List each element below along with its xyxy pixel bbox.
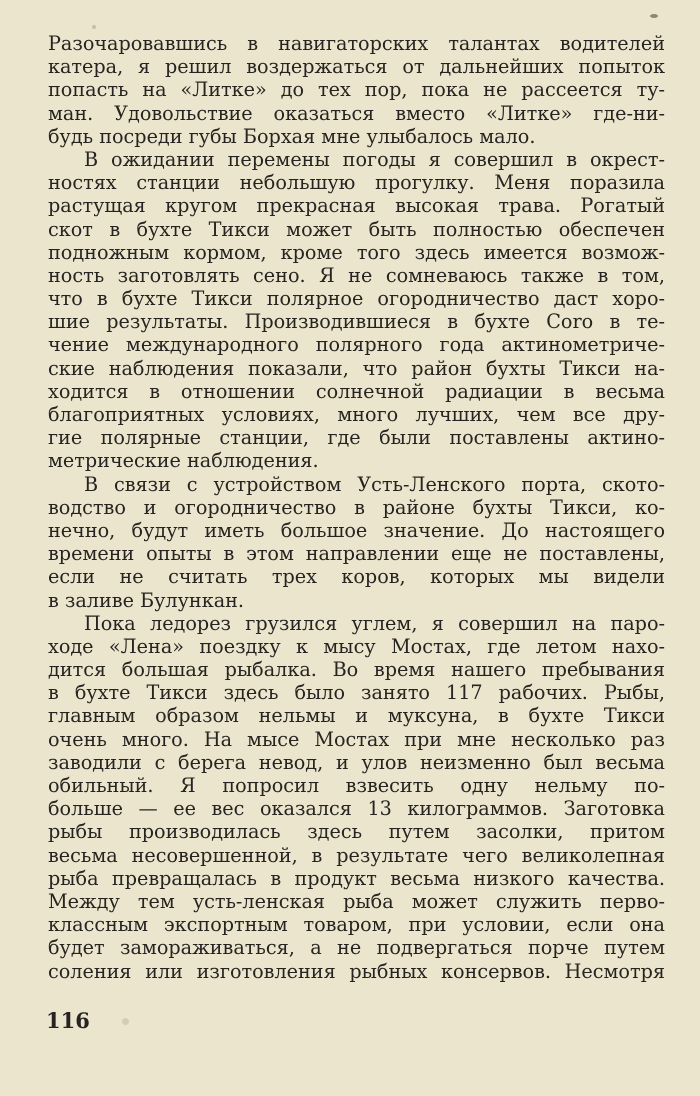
text-line: рыбы производилась здесь путем засолки, притом	[48, 820, 665, 844]
text-line: будь посреди губы Борхая мне улыбалось мало.	[48, 124, 536, 148]
text-line: если не считать трех коров, которых мы видели	[48, 565, 665, 589]
text-line: дится большая рыбалка. Во время нашего пребывания	[48, 658, 665, 682]
text-line: Разочаровавшись в навигаторских талантах водителей	[48, 32, 665, 55]
text-line: будет замораживаться, а не подвергаться порче путем	[48, 936, 665, 960]
text-line: гие полярные станции, где были поставлены актино-	[48, 426, 665, 450]
print-speck	[92, 25, 96, 29]
text-line: ские наблюдения показали, что район бухты Тикси на-	[48, 356, 665, 380]
text-line: соления или изготовления рыбных консервов. Несмотря	[48, 959, 665, 983]
text-line: попасть на «Литке» до тех пор, пока не рассеется ту-	[48, 78, 665, 102]
text-line: ность заготовлять сено. Я не сомневаюсь также в том,	[48, 263, 665, 287]
text-line: очень много. На мысе Мостах при мне несколько раз	[48, 727, 665, 751]
text-line: скот в бухте Тикси может быть полностью обеспечен	[48, 217, 665, 241]
page-number: 116	[46, 1008, 90, 1033]
text-line: ностях станции небольшую прогулку. Меня поразила	[48, 171, 665, 195]
text-line: подножным кормом, кроме того здесь имеется возмож-	[48, 240, 665, 264]
text-line: чение международного полярного года актинометриче-	[48, 333, 665, 357]
print-speck	[650, 14, 658, 18]
text-line: В ожидании перемены погоды я совершил в окрест-	[84, 147, 665, 171]
text-line: что в бухте Тикси полярное огородничество даст хоро-	[48, 287, 665, 311]
text-line: ходится в отношении солнечной радиации в весьма	[48, 379, 665, 403]
text-line: водство и огородничество в районе бухты Тикси, ко-	[48, 495, 665, 519]
text-line: больше — ее вес оказался 13 килограммов. Заготовка	[48, 797, 665, 821]
text-line: нечно, будут иметь большое значение. До настоящего	[48, 518, 665, 542]
text-line: благоприятных условиях, много лучших, чем все дру-	[48, 403, 665, 426]
text-line: весьма несовершенной, в результате чего великолепная	[48, 843, 665, 867]
body-text	[48, 32, 665, 983]
text-line: классным экспортным товаром, при условии, если она	[48, 913, 665, 937]
text-line: в бухте Тикси здесь было занято 117 рабочих. Рыбы,	[48, 681, 665, 705]
text-line: времени опыты в этом направлении еще не поставлены,	[48, 542, 665, 566]
text-line: заводили с берега невод, и улов неизменно был весьма	[48, 750, 665, 774]
text-line: ман. Удовольствие оказаться вместо «Литке» где-ни-	[48, 101, 665, 125]
text-line: ходе «Лена» поездку к мысу Мостах, где летом нахо-	[48, 634, 665, 658]
text-line: Пока ледорез грузился углем, я совершил на паро-	[84, 611, 665, 635]
text-line: в заливе Булункан.	[48, 588, 245, 612]
text-line: катера, я решил воздержаться от дальнейших попыток	[48, 55, 665, 79]
text-line: обильный. Я попросил взвесить одну нельму по-	[48, 774, 665, 797]
text-line: рыба превращалась в продукт весьма низкого качества.	[48, 866, 665, 890]
text-line: метрические наблюдения.	[48, 449, 319, 473]
text-line: главным образом нельмы и муксуна, в бухте Тикси	[48, 704, 665, 728]
text-line: Между тем усть-ленская рыба может служить перво-	[48, 889, 665, 913]
text-line: В связи с устройством Усть-Ленского порта, ското-	[84, 472, 665, 496]
text-line: шие результаты. Производившиеся в бухте Соrо в те-	[48, 310, 665, 334]
print-speck	[122, 1018, 129, 1025]
text-line: растущая кругом прекрасная высокая трава. Рогатый	[48, 194, 665, 218]
